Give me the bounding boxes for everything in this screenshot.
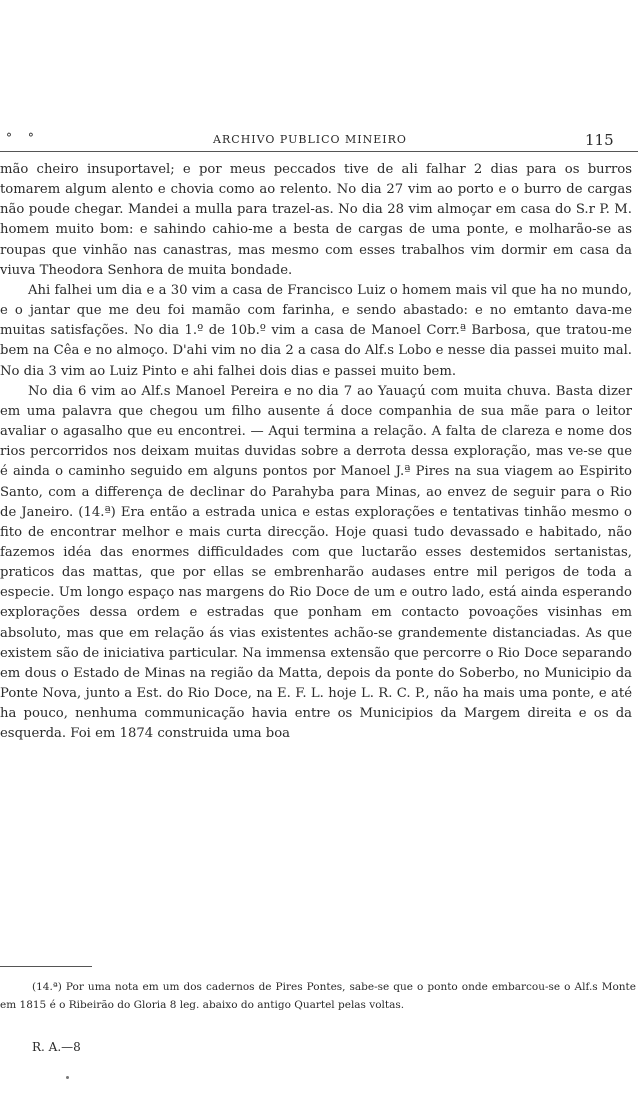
body-text bbox=[0, 160, 632, 745]
ink-speck bbox=[66, 1076, 69, 1079]
footnote-text: (14.ª) Por uma nota em um dos cadernos de Pires Pontes, sabe-se que o ponto onde embarcou-se o Alf.s Monte em 1815 é o Ribeirão do Gloria 8 leg. abaixo do antigo Quartel pelas voltas. bbox=[0, 981, 636, 1011]
footnote-rule bbox=[0, 966, 92, 967]
signature-mark: R. A.—8 bbox=[32, 1040, 81, 1054]
header-marks: ° ° bbox=[6, 131, 40, 145]
footnote bbox=[0, 978, 636, 1014]
header-rule bbox=[0, 151, 638, 152]
page-header bbox=[0, 131, 642, 151]
paragraph: mão cheiro insuportavel; e por meus peccados tive de ali falhar 2 dias para os burros tomarem algum alento e chovia como ao relento. No dia 27 vim ao porto e o burro de cargas não poude chegar. Mandei a mulla para trazel-as. No dia 28 vim almoçar em casa do S.r P. M. homem muito bom: e sahindo cahio-me a besta de cargas de uma ponte, e molharão-se as roupas que vinhão nas canastras, mas mesmo com esses trabalhos vim dormir em casa da viuva Theodora Senhora de muita bondade. bbox=[0, 162, 632, 278]
paragraph: Ahi falhei um dia e a 30 vim a casa de Francisco Luiz o homem mais vil que ha no mundo, e o jantar que me deu foi mamão com farinha, e sendo abastado: e no emtanto dava-me muitas satisfações. No dia 1.º de 10b.º vim a casa de Manoel Corr.ª Barbosa, que tratou-me bem na Cêa e no almoço. D'ahi vim no dia 2 a casa do Alf.s Lobo e nesse dia passei muito mal. No dia 3 vim ao Luiz Pinto e ahi falhei dois dias e passei muito bem. bbox=[0, 282, 632, 379]
page-number: 115 bbox=[585, 131, 614, 149]
paragraph: No dia 6 vim ao Alf.s Manoel Pereira e no dia 7 ao Yauaçú com muita chuva. Basta dizer em uma palavra que chegou um filho ausente á doce companhia de sua mãe para o leitor avaliar o agasalho que eu encontrei. — Aqui termina a relação. A falta de clareza e nome dos rios percorridos nos deixam muitas duvidas sobre a derrota dessa exploração, mas ve-se que é ainda o caminho seguido em alguns pontos por Manoel J.ª Pires na sua viagem ao Espirito Santo, com a differença de declinar do Parahyba para Minas, ao envez de seguir para o Rio de Janeiro. (14.ª) Era então a estrada unica e estas explorações e tentativas tinhão mesmo o fito de encontrar melhor e mais curta direcção. Hoje quasi tudo devassado e habitado, não fazemos idéa das enormes difficuldades com que luctarão esses destemidos sertanistas, praticos das mattas, que por ellas se embrenharão audases entre mil perigos de toda a especie. Um longo espaço nas margens do Rio Doce de um e outro lado, está ainda esperando explorações dessa ordem e estradas que ponham em contacto povoações visinhas em absoluto, mas que em relação ás vias existentes achão-se grandemente distanciadas. As que existem são de iniciativa particular. Na immensa extensão que percorre o Rio Doce separando em dous o Estado de Minas na região da Matta, depois da ponte do Soberbo, no Municipio da Ponte Nova, junto a Est. do Rio Doce, na E. F. L. hoje L. R. C. P., não ha mais uma ponte, e até ha pouco, nenhuma communicação havia entre os Municipios da Margem direita e os da esquerda. Foi em 1874 construida uma boa bbox=[0, 383, 632, 742]
running-title: ARCHIVO PUBLICO MINEIRO bbox=[213, 133, 407, 146]
